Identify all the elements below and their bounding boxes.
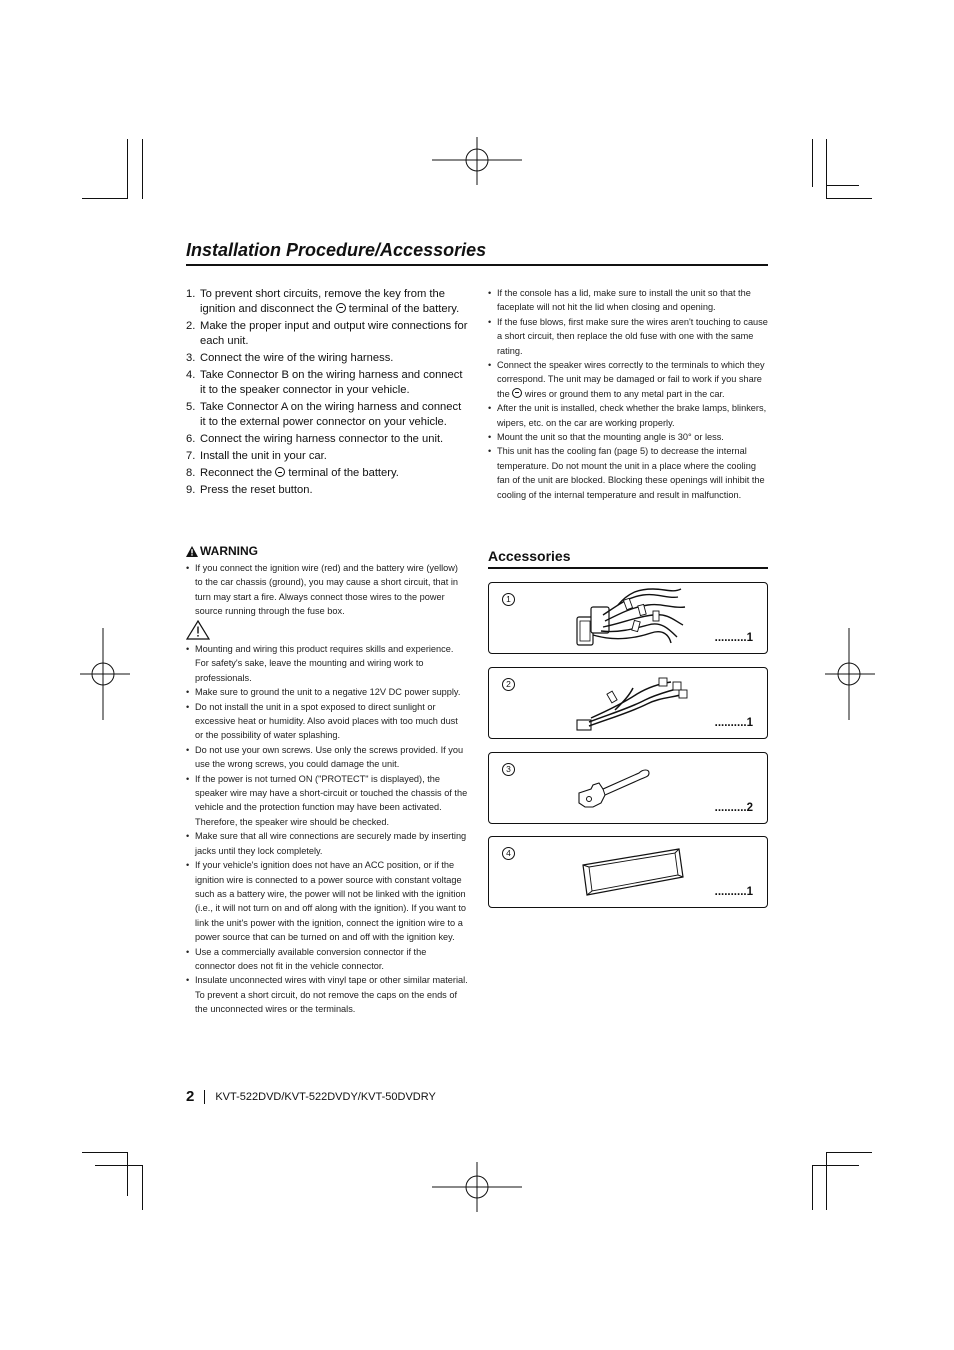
page-footer <box>186 1088 436 1105</box>
wiring-harness-icon <box>573 585 693 651</box>
list-item <box>488 430 768 444</box>
accessory-item <box>488 667 768 739</box>
step-number: 6. <box>186 432 196 445</box>
warning-triangle-icon <box>186 546 198 557</box>
list-item <box>488 315 768 358</box>
accessory-item <box>488 752 768 824</box>
step-item <box>186 483 468 498</box>
accessory-item <box>488 836 768 908</box>
minus-terminal-icon <box>275 467 285 477</box>
step-item <box>186 432 468 447</box>
accessory-quantity: ..........1 <box>714 717 753 729</box>
warning-list <box>186 561 468 619</box>
list-item: • Make sure that all wire connections are securely made by inserting jacks until they lock completely. <box>186 829 468 858</box>
item-text: Make the proper input and output wire connections for each unit. <box>200 319 468 347</box>
step-number: 8. <box>186 467 196 480</box>
accessory-number: 4 <box>502 847 515 860</box>
removal-tool-icon <box>575 759 655 811</box>
step-number: 9. <box>186 484 196 497</box>
step-item <box>186 466 468 481</box>
step-number: 1. <box>186 288 196 300</box>
item-text: If the fuse blows, first make sure the wires aren't touching to cause a short circuit, then replace the old fuse with one with the same rating. <box>497 316 768 356</box>
title-divider <box>186 264 768 266</box>
list-item <box>488 401 768 430</box>
list-item: • Do not install the unit in a spot exposed to direct sunlight or excessive heat or humidity. Also avoid places with too much dust or the possibility of water splashing. <box>186 700 468 743</box>
step-number: 7. <box>186 450 196 463</box>
item-text-after: wires or ground them to any metal part in the car. <box>522 388 725 399</box>
accessory-quantity: ..........2 <box>714 802 753 814</box>
list-item: • Mounting and wiring this product requires skills and experience. For safety's sake, leave the mounting and wiring work to professionals. <box>186 642 468 685</box>
list-item: • If your vehicle's ignition does not have an ACC position, or if the ignition wire is connected to a power source with constant voltage such as a battery wire, the power will not be linked with the ignition (i.e., it will not turn on and off along with the ignition). If you want to link the unit's power with the ignition, connect the ignition wire to a power source that can be turned on and off with the ignition key. <box>186 858 468 944</box>
item-text: This unit has the cooling fan (page 5) to decrease the internal temperature. Do not mount the unit in a place where the cooling fan of the unit are blocked. Blocking these openings will inhibit the cooling of the internal temperature and result in malfunction. <box>497 446 765 500</box>
accessory-item <box>488 582 768 654</box>
item-text: Press the reset button. <box>200 484 313 497</box>
caution-triangle-icon <box>186 620 210 640</box>
step-item <box>186 351 468 366</box>
accessory-quantity: ..........1 <box>714 886 753 898</box>
warning-heading <box>186 544 258 558</box>
accessory-quantity: ..........1 <box>714 632 753 644</box>
caution-list <box>186 642 468 1017</box>
item-text: To prevent short circuits, remove the key from the ignition and disconnect the <box>200 288 445 315</box>
item-text: Take Connector A on the wiring harness and connect it to the external power connector on your vehicle. <box>200 400 462 428</box>
item-text-after: terminal of the battery. <box>285 467 399 480</box>
step-number: 5. <box>186 400 196 413</box>
page-number: 2 <box>186 1088 195 1105</box>
item-text: Reconnect the <box>200 467 276 480</box>
registration-mark-icon <box>80 628 130 720</box>
step-item <box>186 319 468 348</box>
accessories-divider <box>488 567 768 569</box>
step-number: 2. <box>186 319 196 332</box>
list-item: • If you connect the ignition wire (red) and the battery wire (yellow) to the car chassis (ground), you may cause a short circuit, that in turn may start a fire. Always connect those wires to the power source running through the fuse box. <box>186 561 468 619</box>
item-text: Install the unit in your car. <box>200 450 327 463</box>
item-text: Take Connector B on the wiring harness and connect it to the speaker connector in your vehicle. <box>200 369 463 396</box>
mounting-notes-list <box>488 286 768 502</box>
item-text: Connect the wiring harness connector to the unit. <box>200 432 444 445</box>
model-names: KVT-522DVD/KVT-522DVDY/KVT-50DVDRY <box>215 1090 436 1103</box>
list-item: • If the power is not turned ON ("PROTECT" is displayed), the speaker wire may have a short-circuit or touched the chassis of the vehicle and the protection function may have been activated. Therefore, the speaker wire should be checked. <box>186 772 468 830</box>
list-item <box>488 286 768 315</box>
footer-separator <box>204 1090 205 1104</box>
registration-mark-icon <box>432 1162 524 1212</box>
accessories-heading: Accessories <box>488 548 571 564</box>
list-item: • Insulate unconnected wires with vinyl tape or other similar material. To prevent a short circuit, do not remove the caps on the ends of the unconnected wires or the terminals. <box>186 973 468 1016</box>
item-text: Connect the speaker wires correctly to the terminals to which they correspond. The unit may be damaged or fail to work if you share the <box>497 360 765 399</box>
step-item <box>186 368 468 397</box>
step-number: 3. <box>186 351 196 364</box>
list-item <box>488 444 768 502</box>
step-item <box>186 449 468 464</box>
page-title: Installation Procedure/Accessories <box>186 240 487 260</box>
step-item <box>186 400 468 429</box>
faceplate-case-icon <box>579 843 689 899</box>
accessory-number: 2 <box>502 678 515 691</box>
item-text: Connect the wire of the wiring harness. <box>200 351 394 364</box>
list-item <box>488 358 768 401</box>
list-item: • Do not use your own screws. Use only the screws provided. If you use the wrong screws, you could damage the unit. <box>186 743 468 772</box>
item-text: Mount the unit so that the mounting angle is 30° or less. <box>497 432 724 443</box>
accessory-number: 1 <box>502 593 515 606</box>
accessory-number: 3 <box>502 763 515 776</box>
item-text-after: terminal of the battery. <box>345 302 460 315</box>
registration-mark-icon <box>825 628 875 720</box>
list-item: • Use a commercially available conversion connector if the connector does not fit in the vehicle connector. <box>186 945 468 974</box>
warning-heading-text: WARNING <box>200 544 258 558</box>
minus-terminal-icon <box>336 303 346 313</box>
installation-steps <box>186 287 468 501</box>
minus-terminal-icon <box>512 388 522 398</box>
step-item <box>186 287 468 316</box>
step-number: 4. <box>186 369 196 382</box>
extension-cable-icon <box>575 672 695 736</box>
item-text: If the console has a lid, make sure to install the unit so that the faceplate will not hit the lid when closing and opening. <box>497 288 751 313</box>
list-item: • Make sure to ground the unit to a negative 12V DC power supply. <box>186 685 468 699</box>
item-text: After the unit is installed, check whether the brake lamps, blinkers, wipers, etc. on the car are working properly. <box>497 403 767 428</box>
registration-mark-icon <box>432 137 524 185</box>
